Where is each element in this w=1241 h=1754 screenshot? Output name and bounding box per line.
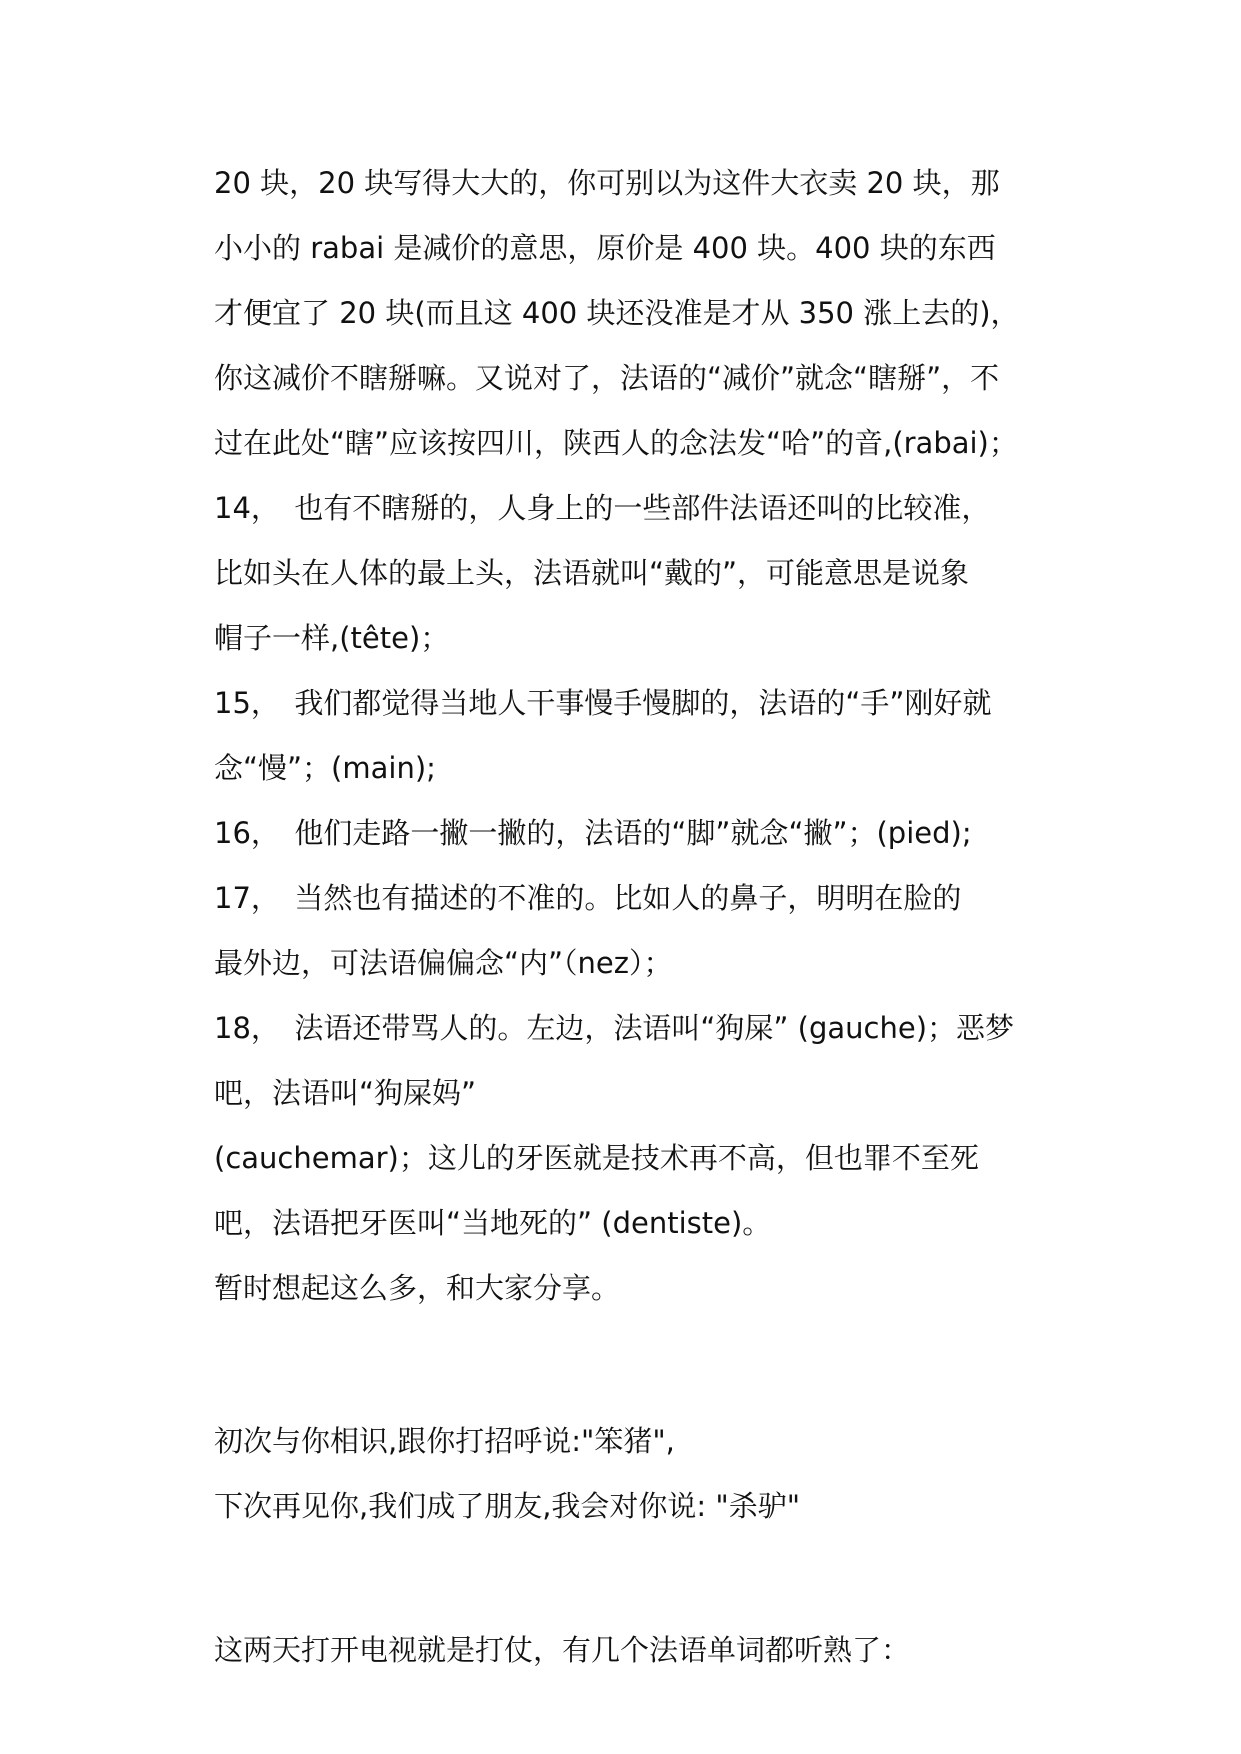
paragraph-line: 吧，法语叫“狗屎妈” — [214, 1076, 477, 1110]
paragraph-line: 20 块，20 块写得大大的，你可别以为这件大衣卖 20 块，那 — [214, 166, 1000, 200]
paragraph-line: 小小的 rabai 是减价的意思，原价是 400 块。400 块的东西 — [214, 231, 996, 265]
paragraph-line: 吧，法语把牙医叫“当地死的” (dentiste)。 — [214, 1206, 772, 1240]
item-14-line: 14， 也有不瞎掰的，人身上的一些部件法语还叫的比较准， — [214, 491, 991, 525]
paragraph-line: (cauchemar)；这儿的牙医就是技术再不高，但也罪不至死 — [214, 1141, 979, 1175]
closing-line: 暂时想起这么多，和大家分享。 — [214, 1271, 621, 1305]
paragraph-line: 帽子一样,(tête)； — [214, 621, 450, 655]
paragraph-line: 才便宜了 20 块(而且这 400 块还没准是才从 350 涨上去的)， — [214, 296, 1020, 330]
item-15-line: 15， 我们都觉得当地人干事慢手慢脚的，法语的“手”刚好就 — [214, 686, 992, 720]
paragraph-line: 你这减价不瞎掰嘛。又说对了，法语的“减价”就念“瞎掰”，不 — [214, 361, 1000, 395]
item-18-line: 18， 法语还带骂人的。左边，法语叫“狗屎” (gauche)；恶梦 — [214, 1011, 1015, 1045]
paragraph-line: 最外边，可法语偏偏念“内”（nez）； — [214, 946, 673, 980]
final-line: 这两天打开电视就是打仗，有几个法语单词都听熟了： — [214, 1633, 911, 1667]
paragraph-line: 念“慢”；(main); — [214, 751, 436, 785]
item-17-line: 17， 当然也有描述的不准的。比如人的鼻子，明明在脸的 — [214, 881, 962, 915]
paragraph-line: 过在此处“瞎”应该按四川，陕西人的念法发“哈”的音,(rabai)； — [214, 426, 1018, 460]
paragraph-gap — [214, 1321, 1044, 1409]
item-16-line: 16， 他们走路一撇一撇的，法语的“脚”就念“撇”；(pied); — [214, 816, 972, 850]
paragraph-line: 比如头在人体的最上头，法语就叫“戴的”，可能意思是说象 — [214, 556, 970, 590]
document-body — [214, 151, 1044, 1683]
greeting-line: 初次与你相识,跟你打招呼说:"笨猪", — [214, 1424, 675, 1458]
paragraph-gap — [214, 1539, 1044, 1618]
greeting-line: 下次再见你,我们成了朋友,我会对你说: "杀驴" — [214, 1489, 801, 1523]
